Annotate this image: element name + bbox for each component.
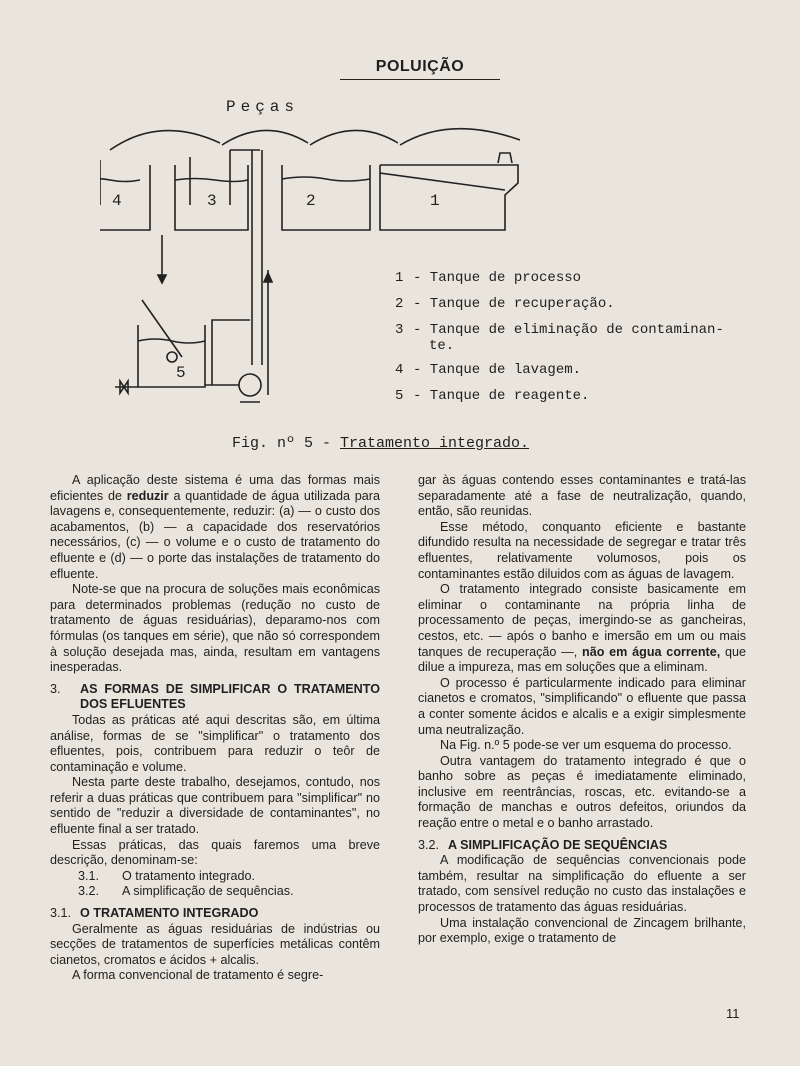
page-number: 11 xyxy=(726,1006,740,1021)
paragraph: Outra vantagem do tratamento integrado é que o banho sobre as peças é imediatamente eliminado, inclusive em reentrâncias, roscas, etc. evitando-se a formação de manchas e outros defeitos, oriundos da reação entre o metal e o banho arrastado. xyxy=(418,753,746,831)
agitator-icon xyxy=(167,352,177,362)
paragraph: A aplicação deste sistema é uma das formas mais eficientes de reduzir a quantidade de água utilizada para lavagens e, consequentemente, reduzir: (a) — o custo dos acabamentos, (b) — a capacidade dos reservatórios necessários, (c) — o volume e o custo de tratamento do efluente e (d) — o porte das instalações de tratamento do efluente. xyxy=(50,473,380,581)
tank-4 xyxy=(100,165,150,230)
paragraph: Na Fig. n.º 5 pode-se ver um esquema do processo. xyxy=(440,738,732,753)
list-item: 3.2. A simplificação de sequências. xyxy=(78,884,294,899)
section-heading-3-2: 3.2. A SIMPLIFICAÇÃO DE SEQUÊNCIAS xyxy=(418,837,668,852)
section-heading-3-1: 3.1. O TRATAMENTO INTEGRADO xyxy=(50,906,259,921)
tank-label: 4 xyxy=(112,192,122,210)
figure-legend xyxy=(395,265,724,409)
legend-item: 2 - Tanque de recuperação. xyxy=(395,296,615,312)
legend-item: 5 - Tanque de reagente. xyxy=(395,388,590,404)
legend-item: 4 - Tanque de lavagem. xyxy=(395,362,582,378)
figure-caption xyxy=(232,435,529,452)
legend-item: 1 - Tanque de processo xyxy=(395,270,582,286)
page-header-title: POLUIÇÃO xyxy=(340,58,500,80)
legend-item-continuation: te. xyxy=(429,338,455,354)
tank-label: 5 xyxy=(176,364,186,382)
tank-label: 2 xyxy=(306,192,316,210)
tank-2 xyxy=(282,165,370,230)
tank-label: 3 xyxy=(207,192,217,210)
pump-icon xyxy=(239,374,261,396)
transfer-arc xyxy=(310,130,398,145)
caption-title: Tratamento integrado. xyxy=(340,435,530,452)
tank-label: 1 xyxy=(430,192,440,210)
paragraph: gar às águas contendo esses contaminantes e tratá-las separadamente até a fase de neutralização, quando, então, são reunidas. xyxy=(418,473,746,519)
paragraph: Uma instalação convencional de Zincagem brilhante, por exemplo, exige o tratamento de xyxy=(418,915,746,946)
list-item: 3.1. O tratamento integrado. xyxy=(78,868,256,883)
caption-prefix: Fig. nº 5 - xyxy=(232,435,341,452)
transfer-arc xyxy=(110,131,220,150)
section-heading-3: 3. AS FORMAS DE SIMPLIFICAR O TRATAMENTO DOS EFLUENTES xyxy=(50,681,380,712)
tank-5 xyxy=(138,325,205,387)
right-column xyxy=(418,473,746,947)
transfer-arc xyxy=(222,130,308,145)
paragraph: Nesta parte deste trabalho, desejamos, contudo, nos referir a duas práticas que contribuem para "simplificar" no sentido de "reduzir a diversidade de contaminantes", no efluente final a ser tratado. xyxy=(50,775,380,837)
figure-pecas-label: Peças xyxy=(226,98,300,116)
left-column xyxy=(50,473,380,984)
paragraph: Esse método, conquanto eficiente e bastante difundido resulta na necessidade de segregar e tratar três efluentes, relativamente volumosos, pois os contaminantes estão diluidos com as águas de lavagem. xyxy=(418,519,746,581)
transfer-arc xyxy=(400,129,520,145)
paragraph: O processo é particularmente indicado para eliminar cianetos e cromatos, "simplificando" o efluente que passa a conter somente ácidos e alcalis e a exigir simplesmente uma neutralização. xyxy=(418,675,746,737)
paragraph: Todas as práticas até aqui descritas são, em última análise, formas de se "simplificar" o tratamento dos efluentes, pois, contribuem para reduzir o teôr de contaminação e volume. xyxy=(50,712,380,774)
tank-1 xyxy=(380,165,518,230)
paragraph: Note-se que na procura de soluções mais econômicas para determinados problemas (redução no custo de tratamento de águas residuárias), deparamo-nos com fórmulas (os tanques em série), que não só correspondem à solução desejada mas, ainda, resultam em vantagens inesperadas. xyxy=(50,582,380,675)
paragraph: O tratamento integrado consiste basicamente em eliminar o contaminante na própria linha de processamento de peças, imergindo-se as gancheiras, cestos, etc. — após o banho e imersão em um ou mais tanques de recuperação —, não em água corrente, que dilue a impureza, mas em soluções que a eliminam. xyxy=(418,582,747,675)
legend-item: 3 - Tanque de eliminação de contaminan- xyxy=(395,322,724,338)
paragraph: A modificação de sequências convencionais pode também, resultar na simplificação do efluente a ser tratado, com sensível redução no custo das instalações e processos de tratamento das águas residuárias. xyxy=(418,853,746,915)
paragraph: A forma convencional de tratamento é segre- xyxy=(72,968,324,983)
paragraph: Essas práticas, das quais faremos uma breve descrição, denominam-se: xyxy=(50,837,380,868)
paragraph: Geralmente as águas residuárias de indústrias ou secções de tratamentos de superfícies metálicas contêm cianetos, cromatos e ácidos + alcalis. xyxy=(50,921,380,967)
